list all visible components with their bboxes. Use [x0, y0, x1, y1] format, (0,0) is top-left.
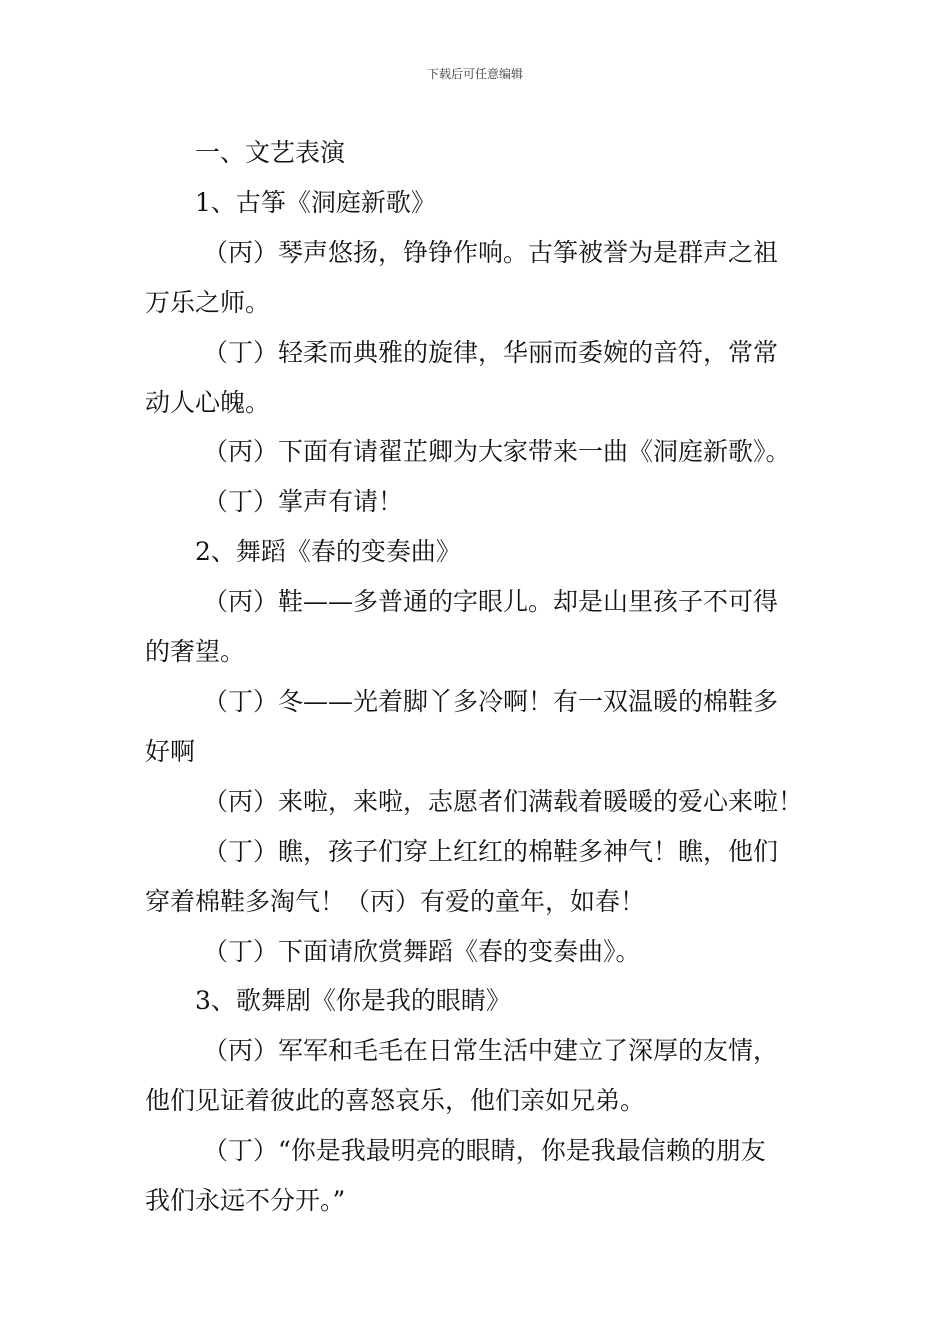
dialogue-line: （丁）冬——光着脚丫多冷啊！有一双温暖的棉鞋多: [203, 686, 779, 716]
dialogue-line-continued: 我们永远不分开。”: [145, 1186, 346, 1216]
dialogue-line: （丙）下面有请翟芷卿为大家带来一曲《洞庭新歌》。: [203, 437, 791, 467]
dialogue-line: （丙）鞋——多普通的字眼儿。却是山里孩子不可得: [203, 587, 779, 617]
item-heading: 1、古筝《洞庭新歌》: [195, 187, 436, 217]
section-heading: 一、文艺表演: [195, 138, 346, 167]
dialogue-line-continued: 动人心魄。: [145, 387, 271, 417]
dialogue-line: （丁）轻柔而典雅的旋律，华丽而委婉的音符，常常: [203, 337, 779, 367]
page-header: 下载后可任意编辑: [426, 67, 523, 81]
dialogue-line: （丙）琴声悠扬，铮铮作响。古筝被誉为是群声之祖: [203, 237, 779, 267]
item-heading: 2、舞蹈《春的变奏曲》: [195, 537, 461, 567]
dialogue-line: （丁）掌声有请！: [203, 487, 404, 517]
dialogue-line-continued: 好啊: [145, 736, 196, 766]
dialogue-line: （丁）瞧，孩子们穿上红红的棉鞋多神气！瞧，他们: [203, 836, 779, 866]
dialogue-line: （丁）“你是我最明亮的眼睛，你是我最信赖的朋友: [203, 1136, 766, 1166]
dialogue-line-continued: 他们见证着彼此的喜怒哀乐，他们亲如兄弟。: [145, 1086, 646, 1116]
dialogue-line: （丙）来啦，来啦，志愿者们满载着暖暖的爱心来啦！: [203, 786, 804, 816]
dialogue-line-continued: 的奢望。: [145, 637, 246, 667]
dialogue-line-continued: 万乐之师。: [145, 287, 271, 317]
dialogue-line: （丙）军军和毛毛在日常生活中建立了深厚的友情，: [203, 1036, 779, 1066]
dialogue-line: （丁）下面请欣赏舞蹈《春的变奏曲》。: [203, 936, 641, 966]
item-heading: 3、歌舞剧《你是我的眼睛》: [195, 986, 511, 1016]
dialogue-line-continued: 穿着棉鞋多淘气！（丙）有爱的童年，如春！: [145, 886, 646, 916]
document-body: [145, 128, 810, 1226]
